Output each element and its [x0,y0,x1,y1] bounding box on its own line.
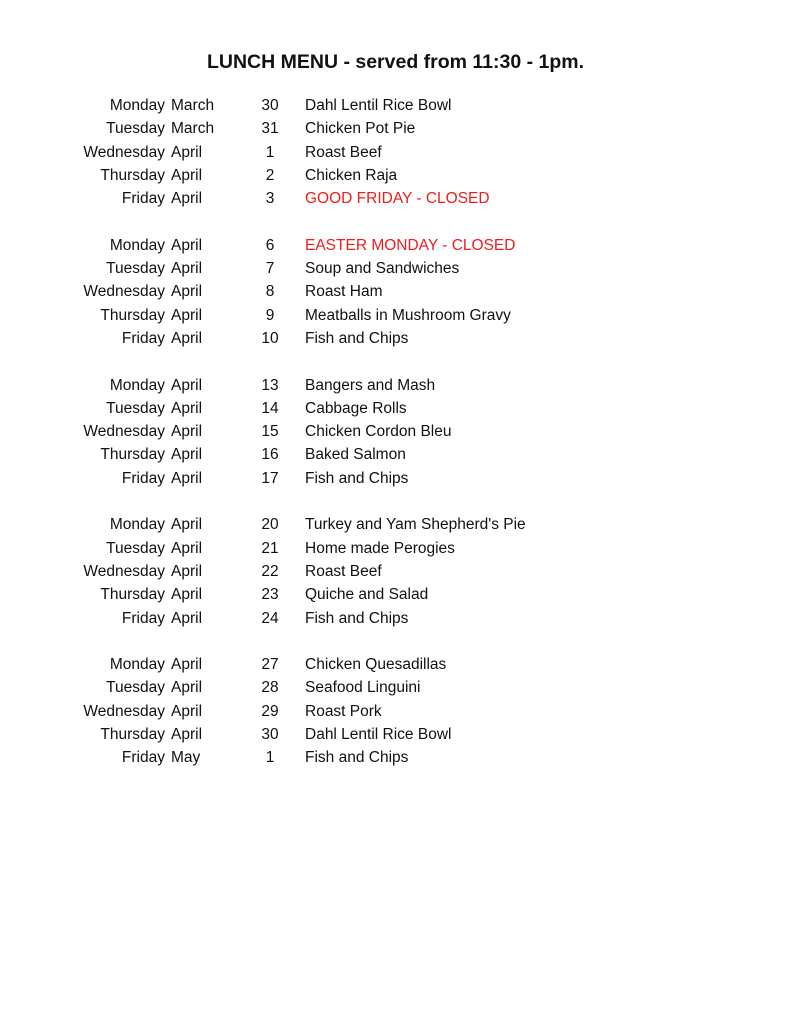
date-number: 29 [261,702,279,720]
month: April [171,469,203,487]
date-number: 20 [261,516,279,534]
weekday: Thursday [100,166,165,184]
date-number: 14 [261,399,279,417]
weekday: Friday [121,469,165,487]
meal: Soup and Sandwiches [305,260,460,278]
menu-row [0,117,791,140]
date-number: 1 [265,749,275,767]
meal: Home made Perogies [305,539,455,557]
weekday: Tuesday [106,399,165,417]
menu-row [0,280,791,303]
meal: Chicken Quesadillas [305,656,447,674]
weekday: Monday [109,656,165,674]
month: April [171,562,203,580]
closed-notice: GOOD FRIDAY - CLOSED [305,190,490,208]
weekday: Friday [121,609,165,627]
date-number: 6 [265,236,275,254]
menu-row [0,513,791,536]
weekday: Wednesday [83,702,165,720]
date-number: 8 [265,283,275,301]
meal: Quiche and Salad [305,586,429,604]
meal: Roast Beef [305,562,382,580]
meal: Bangers and Mash [305,376,436,394]
date-number: 1 [265,143,275,161]
month: April [171,656,203,674]
weekday: Wednesday [83,283,165,301]
week-group [0,653,791,769]
month: March [171,120,215,138]
menu-schedule [0,94,791,793]
menu-row [0,327,791,350]
month: April [171,399,203,417]
meal: Dahl Lentil Rice Bowl [305,97,452,114]
menu-row [0,304,791,327]
date-number: 16 [261,446,279,464]
menu-row [0,583,791,606]
month: April [171,166,203,184]
meal: Cabbage Rolls [305,399,407,417]
weekday: Wednesday [83,423,165,441]
week-group [0,234,791,350]
date-number: 24 [261,609,279,627]
meal: Chicken Cordon Bleu [305,423,452,441]
weekday: Friday [121,749,165,767]
menu-row [0,676,791,699]
menu-row [0,537,791,560]
month: April [171,236,203,254]
weekday: Tuesday [106,679,165,697]
week-group [0,94,791,210]
date-number: 17 [261,469,279,487]
weekday: Wednesday [83,143,165,161]
week-group [0,513,791,629]
meal: Roast Beef [305,143,382,161]
weekday: Thursday [100,586,165,604]
weekday: Monday [109,516,165,534]
weekday: Monday [109,97,165,114]
month: April [171,539,203,557]
month: April [171,283,203,301]
weekday: Wednesday [83,562,165,580]
date-number: 21 [261,539,279,557]
menu-row [0,746,791,769]
menu-row [0,234,791,257]
date-number: 27 [261,656,279,674]
month: April [171,726,203,744]
menu-row [0,723,791,746]
month: April [171,516,203,534]
weekday: Thursday [100,306,165,324]
date-number: 15 [261,423,279,441]
meal: Turkey and Yam Shepherd's Pie [305,516,526,534]
date-number: 31 [261,120,279,138]
month: May [171,749,201,767]
meal: Dahl Lentil Rice Bowl [305,726,452,744]
meal: Meatballs in Mushroom Gravy [305,306,511,324]
menu-row [0,653,791,676]
month: March [171,97,215,114]
meal: Fish and Chips [305,749,409,767]
weekday: Thursday [100,446,165,464]
date-number: 30 [261,726,279,744]
meal: Roast Pork [305,702,382,720]
weekday: Monday [109,376,165,394]
date-number: 10 [261,329,279,347]
menu-row [0,467,791,490]
menu-row [0,700,791,723]
weekday: Tuesday [106,260,165,278]
meal: Roast Ham [305,283,383,301]
menu-row [0,607,791,630]
menu-row [0,257,791,280]
month: April [171,329,203,347]
menu-row [0,164,791,187]
month: April [171,306,203,324]
month: April [171,260,203,278]
weekday: Tuesday [106,539,165,557]
menu-row [0,443,791,466]
menu-row [0,374,791,397]
weekday: Friday [121,190,165,208]
weekday: Friday [121,329,165,347]
date-number: 23 [261,586,279,604]
weekday: Thursday [100,726,165,744]
page-title: LUNCH MENU - served from 11:30 - 1pm. [206,51,585,73]
date-number: 22 [261,562,279,580]
date-number: 7 [265,260,275,278]
month: April [171,376,203,394]
month: April [171,446,203,464]
menu-row [0,141,791,164]
month: April [171,609,203,627]
weekday: Tuesday [106,120,165,138]
month: April [171,679,203,697]
meal: Seafood Linguini [305,679,421,697]
menu-row [0,94,791,117]
month: April [171,423,203,441]
menu-row [0,187,791,210]
menu-row [0,397,791,420]
menu-row [0,560,791,583]
date-number: 28 [261,679,279,697]
meal: Baked Salmon [305,446,406,464]
closed-notice: EASTER MONDAY - CLOSED [305,236,516,254]
month: April [171,190,203,208]
date-number: 3 [265,190,275,208]
menu-row [0,420,791,443]
date-number: 30 [261,97,279,114]
month: April [171,586,203,604]
month: April [171,702,203,720]
meal: Fish and Chips [305,469,409,487]
week-group [0,374,791,490]
date-number: 13 [261,376,279,394]
meal: Fish and Chips [305,609,409,627]
meal: Chicken Pot Pie [305,120,416,138]
meal: Fish and Chips [305,329,409,347]
date-number: 9 [265,306,275,324]
meal: Chicken Raja [305,166,398,184]
weekday: Monday [109,236,165,254]
date-number: 2 [265,166,275,184]
month: April [171,143,203,161]
